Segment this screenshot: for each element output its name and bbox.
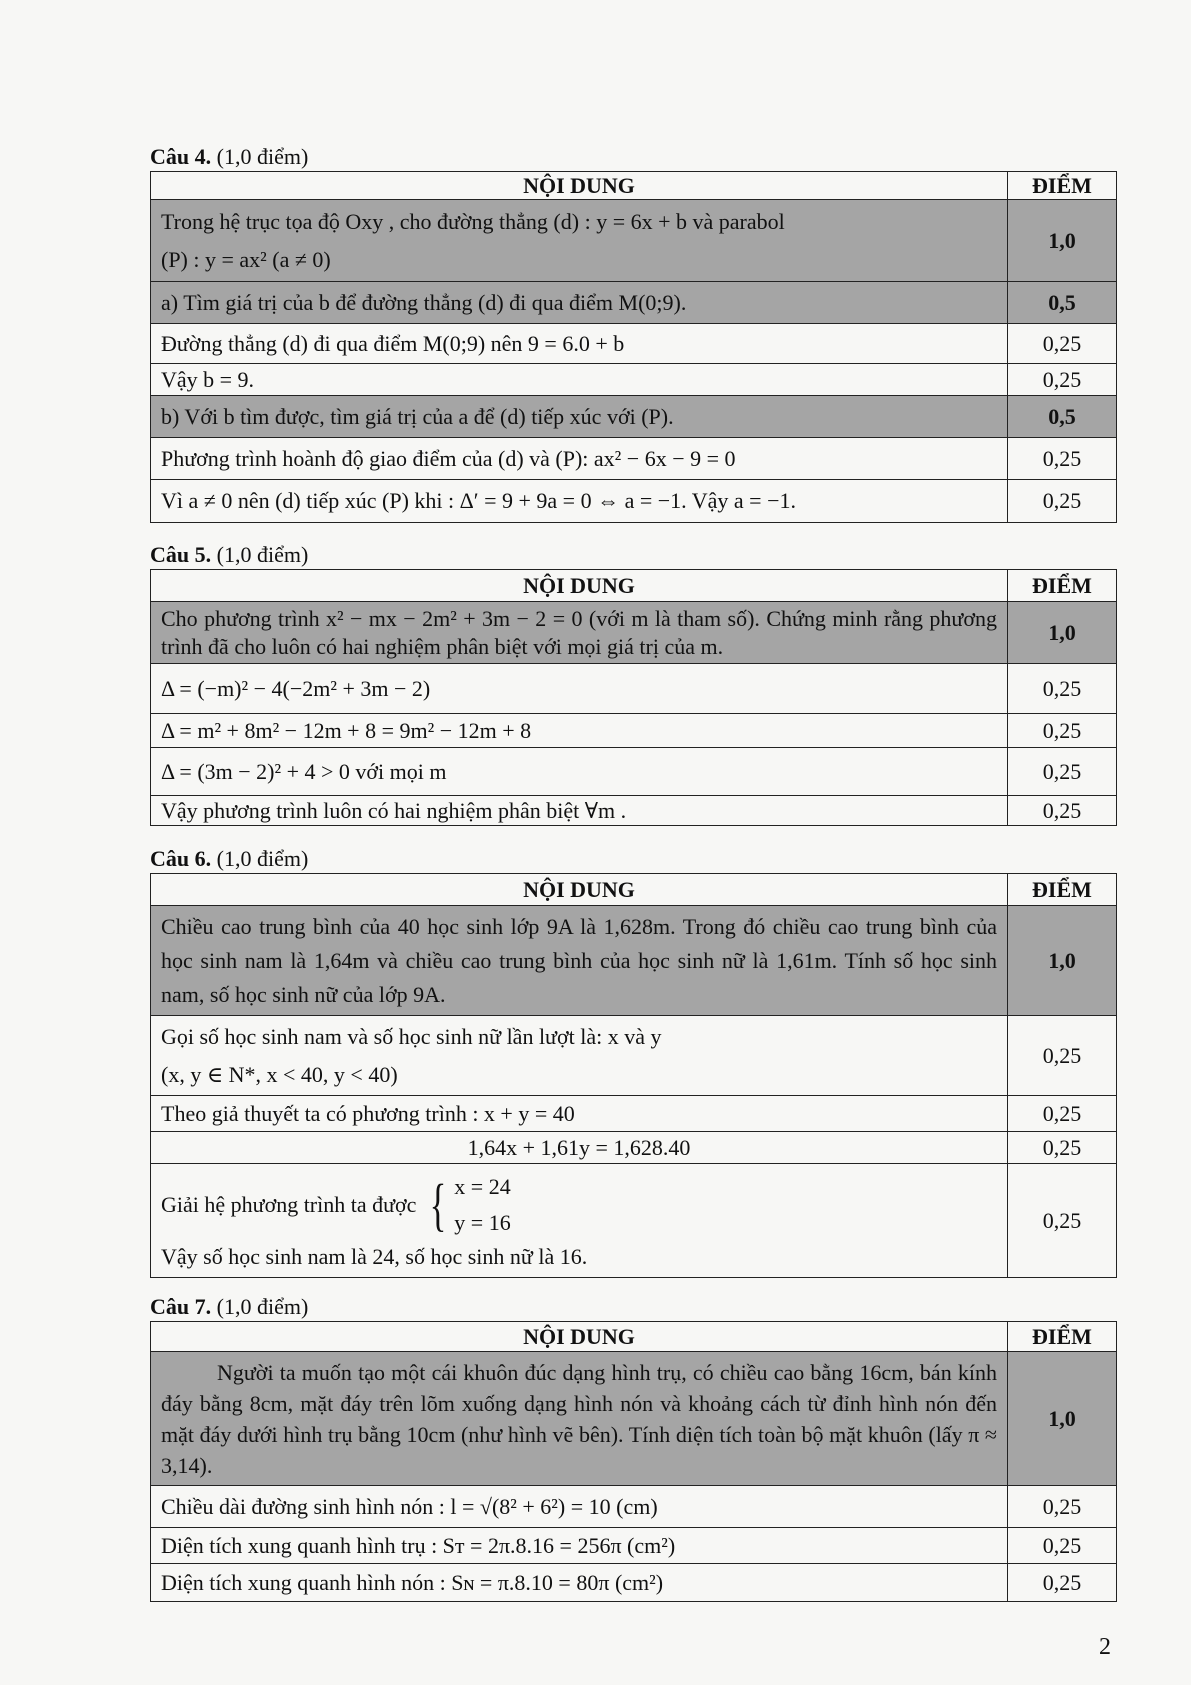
table-row	[151, 714, 1117, 748]
table-row	[151, 1352, 1117, 1486]
content-header: NỘI DUNG	[151, 1322, 1008, 1352]
table-row	[151, 480, 1117, 523]
solution-step: Vậy b = 9.	[151, 364, 1008, 396]
question-6-section	[150, 845, 1116, 1278]
table-row	[151, 664, 1117, 714]
system-lines	[454, 1169, 510, 1241]
table-row	[151, 602, 1117, 664]
brace-symbol: {	[430, 1171, 447, 1237]
score-cell: 0,25	[1008, 1096, 1117, 1132]
question-7-points: (1,0 điểm)	[216, 1294, 309, 1319]
page-number: 2	[1099, 1634, 1111, 1660]
question-7-title: Câu 7.	[150, 1294, 212, 1319]
question-5-points: (1,0 điểm)	[216, 542, 309, 567]
solution-step: Phương trình hoành độ giao điểm của (d) và (P): ax² − 6x − 9 = 0	[151, 438, 1008, 480]
question-4-table	[150, 171, 1117, 523]
problem-statement: Chiều cao trung bình của 40 học sinh lớp 9A là 1,628m. Trong đó chiều cao trung bình của học sinh nam là 1,64m và chiều cao trung bình của học sinh nữ là 1,61m. Tính số học sinh nam, số học sinh nữ của lớp 9A.	[151, 906, 1008, 1016]
solution-line: Gọi số học sinh nam và số học sinh nữ lần lượt là: x và y	[161, 1023, 662, 1049]
solution-step: Chiều dài đường sinh hình nón : l = √(8² + 6²) = 10 (cm)	[151, 1486, 1008, 1528]
table-header-row	[151, 172, 1117, 200]
statement-line: (P) : y = ax² (a ≠ 0)	[161, 246, 331, 272]
equation-system	[424, 1169, 510, 1241]
score-header: ĐIỂM	[1008, 1322, 1117, 1352]
table-row	[151, 282, 1117, 324]
table-row	[151, 364, 1117, 396]
solution-step: Diện tích xung quanh hình nón : Sɴ = π.8.10 = 80π (cm²)	[151, 1564, 1008, 1602]
solution-line: (x, y ∈ N*, x < 40, y < 40)	[161, 1061, 398, 1087]
question-6-points: (1,0 điểm)	[216, 846, 309, 871]
solution-step: 1,64x + 1,61y = 1,628.40	[151, 1132, 1008, 1164]
table-row	[151, 748, 1117, 796]
score-cell: 1,0	[1008, 906, 1117, 1016]
question-5-heading	[150, 541, 1116, 569]
statement-line: Trong hệ trục tọa độ Oxy , cho đường thẳng (d) : y = 6x + b và parabol	[161, 208, 785, 234]
table-row	[151, 796, 1117, 826]
system-line: y = 16	[454, 1209, 511, 1235]
sub-question-b: b) Với b tìm được, tìm giá trị của a để (d) tiếp xúc với (P).	[151, 396, 1008, 438]
system-solution	[161, 1169, 997, 1241]
sub-question-a: a) Tìm giá trị của b để đường thẳng (d) đi qua điểm M(0;9).	[151, 282, 1008, 324]
table-row	[151, 1096, 1117, 1132]
score-header: ĐIỂM	[1008, 172, 1117, 200]
content-header: NỘI DUNG	[151, 874, 1008, 906]
question-4-title: Câu 4.	[150, 144, 212, 169]
table-header-row	[151, 874, 1117, 906]
table-row	[151, 396, 1117, 438]
question-5-title: Câu 5.	[150, 542, 212, 567]
question-7-table	[150, 1321, 1117, 1602]
table-header-row	[151, 570, 1117, 602]
score-cell: 0,25	[1008, 1132, 1117, 1164]
score-cell: 0,25	[1008, 1564, 1117, 1602]
solution-step: Đường thẳng (d) đi qua điểm M(0;9) nên 9 = 6.0 + b	[151, 324, 1008, 364]
content-header: NỘI DUNG	[151, 570, 1008, 602]
question-6-table	[150, 873, 1117, 1278]
system-line: x = 24	[454, 1173, 511, 1199]
score-cell: 0,25	[1008, 714, 1117, 748]
score-cell: 0,25	[1008, 438, 1117, 480]
table-row	[151, 200, 1117, 282]
question-4-heading	[150, 143, 1116, 171]
score-cell: 1,0	[1008, 1352, 1117, 1486]
score-cell: 0,25	[1008, 324, 1117, 364]
solution-step	[151, 1016, 1008, 1096]
problem-statement: Người ta muốn tạo một cái khuôn đúc dạng hình trụ, có chiều cao bằng 16cm, bán kính đáy bằng 8cm, mặt đáy trên lõm xuống dạng hình nón và khoảng cách từ đỉnh hình nón đến mặt đáy dưới hình trụ bằng 10cm (như hình vẽ bên). Tính diện tích toàn bộ mặt khuôn (lấy π ≈ 3,14).	[151, 1352, 1008, 1486]
solution-step: Diện tích xung quanh hình trụ : Sᴛ = 2π.8.16 = 256π (cm²)	[151, 1528, 1008, 1564]
score-cell: 0,25	[1008, 480, 1117, 523]
question-4-section	[150, 143, 1116, 523]
table-row	[151, 1016, 1117, 1096]
score-cell: 0,25	[1008, 1486, 1117, 1528]
table-header-row	[151, 1322, 1117, 1352]
score-cell: 0,5	[1008, 396, 1117, 438]
problem-statement: Cho phương trình x² − mx − 2m² + 3m − 2 = 0 (với m là tham số). Chứng minh rằng phương trình đã cho luôn có hai nghiệm phân biệt với mọi giá trị của m.	[151, 602, 1008, 664]
table-row	[151, 1528, 1117, 1564]
table-row	[151, 438, 1117, 480]
content-header: NỘI DUNG	[151, 172, 1008, 200]
score-cell: 0,25	[1008, 364, 1117, 396]
solution-step	[151, 1164, 1008, 1278]
score-cell: 0,25	[1008, 1528, 1117, 1564]
solution-step: Vậy phương trình luôn có hai nghiệm phân biệt ∀m .	[151, 796, 1008, 826]
question-5-section	[150, 541, 1116, 826]
conclusion-line: Vậy số học sinh nam là 24, số học sinh nữ là 16.	[161, 1243, 588, 1269]
table-row	[151, 906, 1117, 1016]
solution-step: Theo giả thuyết ta có phương trình : x + y = 40	[151, 1096, 1008, 1132]
table-row	[151, 1564, 1117, 1602]
table-row	[151, 1132, 1117, 1164]
solution-step: Δ = (−m)² − 4(−2m² + 3m − 2)	[151, 664, 1008, 714]
score-cell: 1,0	[1008, 602, 1117, 664]
score-cell: 0,25	[1008, 796, 1117, 826]
score-cell: 0,25	[1008, 1016, 1117, 1096]
question-7-section	[150, 1293, 1116, 1602]
solution-step: Vì a ≠ 0 nên (d) tiếp xúc (P) khi : Δ′ = 9 + 9a = 0 ⇔ a = −1. Vậy a = −1.	[151, 480, 1008, 523]
score-cell: 0,5	[1008, 282, 1117, 324]
solution-step: Δ = m² + 8m² − 12m + 8 = 9m² − 12m + 8	[151, 714, 1008, 748]
score-header: ĐIỂM	[1008, 874, 1117, 906]
table-row	[151, 324, 1117, 364]
question-4-points: (1,0 điểm)	[216, 144, 309, 169]
table-row	[151, 1164, 1117, 1278]
question-5-table	[150, 569, 1117, 826]
question-6-heading	[150, 845, 1116, 873]
score-cell: 0,25	[1008, 1164, 1117, 1278]
system-label: Giải hệ phương trình ta được	[161, 1191, 417, 1217]
problem-statement	[151, 200, 1008, 282]
score-header: ĐIỂM	[1008, 570, 1117, 602]
score-cell: 0,25	[1008, 664, 1117, 714]
score-cell: 1,0	[1008, 200, 1117, 282]
score-cell: 0,25	[1008, 748, 1117, 796]
question-7-heading	[150, 1293, 1116, 1321]
question-6-title: Câu 6.	[150, 846, 212, 871]
table-row	[151, 1486, 1117, 1528]
solution-step: Δ = (3m − 2)² + 4 > 0 với mọi m	[151, 748, 1008, 796]
